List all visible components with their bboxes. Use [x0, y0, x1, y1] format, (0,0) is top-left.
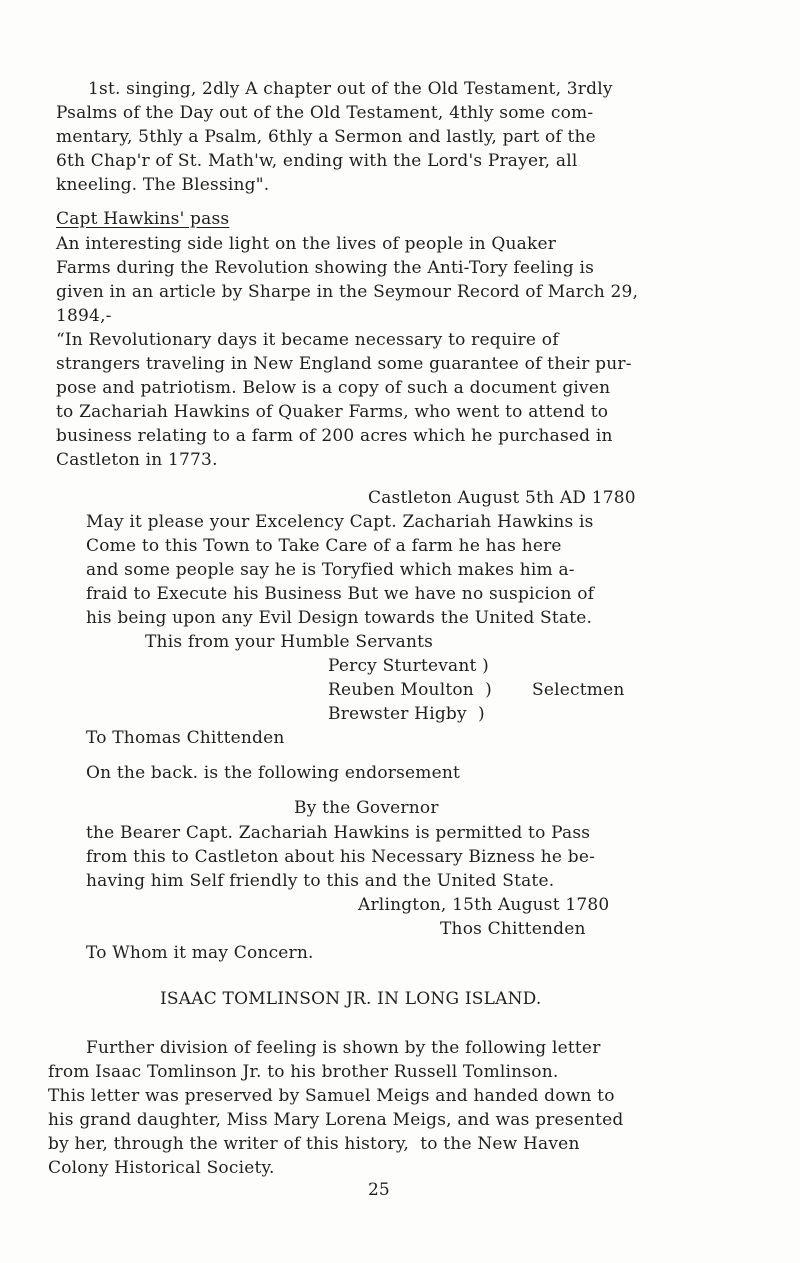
section-heading: Capt Hawkins' pass [56, 209, 230, 229]
closing-line-3: This letter was preserved by Samuel Meigs and handed down to [48, 1086, 615, 1106]
section-line-5: “In Revolutionary days it became necessary to require of [56, 330, 559, 350]
endorsement-body-line-2: from this to Castleton about his Necessary Bizness he be- [86, 847, 596, 867]
page-number: 25 [368, 1180, 390, 1200]
closing-line-5: by her, through the writer of this history, to the New Haven [48, 1134, 580, 1154]
intro-line-5: kneeling. The Blessing". [56, 175, 270, 195]
letter-signer-1: Percy Sturtevant ) [328, 656, 489, 676]
letter-dateline: Castleton August 5th AD 1780 [368, 488, 636, 508]
letter-signer-3: Brewster Higby ) [328, 704, 485, 724]
intro-line-3: mentary, 5thly a Psalm, 6thly a Sermon and lastly, part of the [56, 127, 596, 147]
endorsement-place-date: Arlington, 15th August 1780 [358, 895, 610, 915]
endorsement-body-line-3: having him Self friendly to this and the United State. [86, 871, 555, 891]
closing-line-4: his grand daughter, Miss Mary Lorena Meigs, and was presented [48, 1110, 624, 1130]
endorsement-intro: On the back. is the following endorsement [86, 763, 461, 783]
endorsement-to-whom: To Whom it may Concern. [86, 943, 314, 963]
letter-body-line-5: his being upon any Evil Design towards the United State. [86, 608, 593, 628]
letter-body-line-1: May it please your Excelency Capt. Zachariah Hawkins is [86, 512, 594, 532]
section-line-4: 1894,- [56, 306, 112, 326]
section-line-10: Castleton in 1773. [56, 450, 218, 470]
section-line-3: given in an article by Sharpe in the Seymour Record of March 29, [56, 282, 639, 302]
letter-body-line-3: and some people say he is Toryfied which makes him a- [86, 560, 575, 580]
letter-closing: This from your Humble Servants [145, 632, 434, 652]
intro-line-1: 1st. singing, 2dly A chapter out of the Old Testament, 3rdly [88, 79, 613, 99]
endorsement-by-line: By the Governor [294, 798, 439, 818]
section-line-2: Farms during the Revolution showing the Anti-Tory feeling is [56, 258, 595, 278]
section-line-6: strangers traveling in New England some guarantee of their pur- [56, 354, 632, 374]
letter-signer-title: Selectmen [532, 680, 625, 700]
closing-line-6: Colony Historical Society. [48, 1158, 275, 1178]
letter-body-line-4: fraid to Execute his Business But we have no suspicion of [86, 584, 595, 604]
section-line-1: An interesting side light on the lives of people in Quaker [56, 234, 557, 254]
letter-body-line-2: Come to this Town to Take Care of a farm he has here [86, 536, 562, 556]
endorsement-signature: Thos Chittenden [440, 919, 586, 939]
section-line-9: business relating to a farm of 200 acres which he purchased in [56, 426, 613, 446]
letter-addressee: To Thomas Chittenden [86, 728, 285, 748]
endorsement-body-line-1: the Bearer Capt. Zachariah Hawkins is permitted to Pass [86, 823, 591, 843]
closing-line-1: Further division of feeling is shown by the following letter [86, 1038, 601, 1058]
section-line-8: to Zachariah Hawkins of Quaker Farms, who went to attend to [56, 402, 609, 422]
closing-line-2: from Isaac Tomlinson Jr. to his brother Russell Tomlinson. [48, 1062, 559, 1082]
letter-signer-2: Reuben Moulton ) [328, 680, 492, 700]
chapter-heading: ISAAC TOMLINSON JR. IN LONG ISLAND. [160, 989, 542, 1009]
intro-line-4: 6th Chap'r of St. Math'w, ending with the Lord's Prayer, all [56, 151, 578, 171]
section-line-7: pose and patriotism. Below is a copy of such a document given [56, 378, 611, 398]
intro-line-2: Psalms of the Day out of the Old Testament, 4thly some com- [56, 103, 594, 123]
